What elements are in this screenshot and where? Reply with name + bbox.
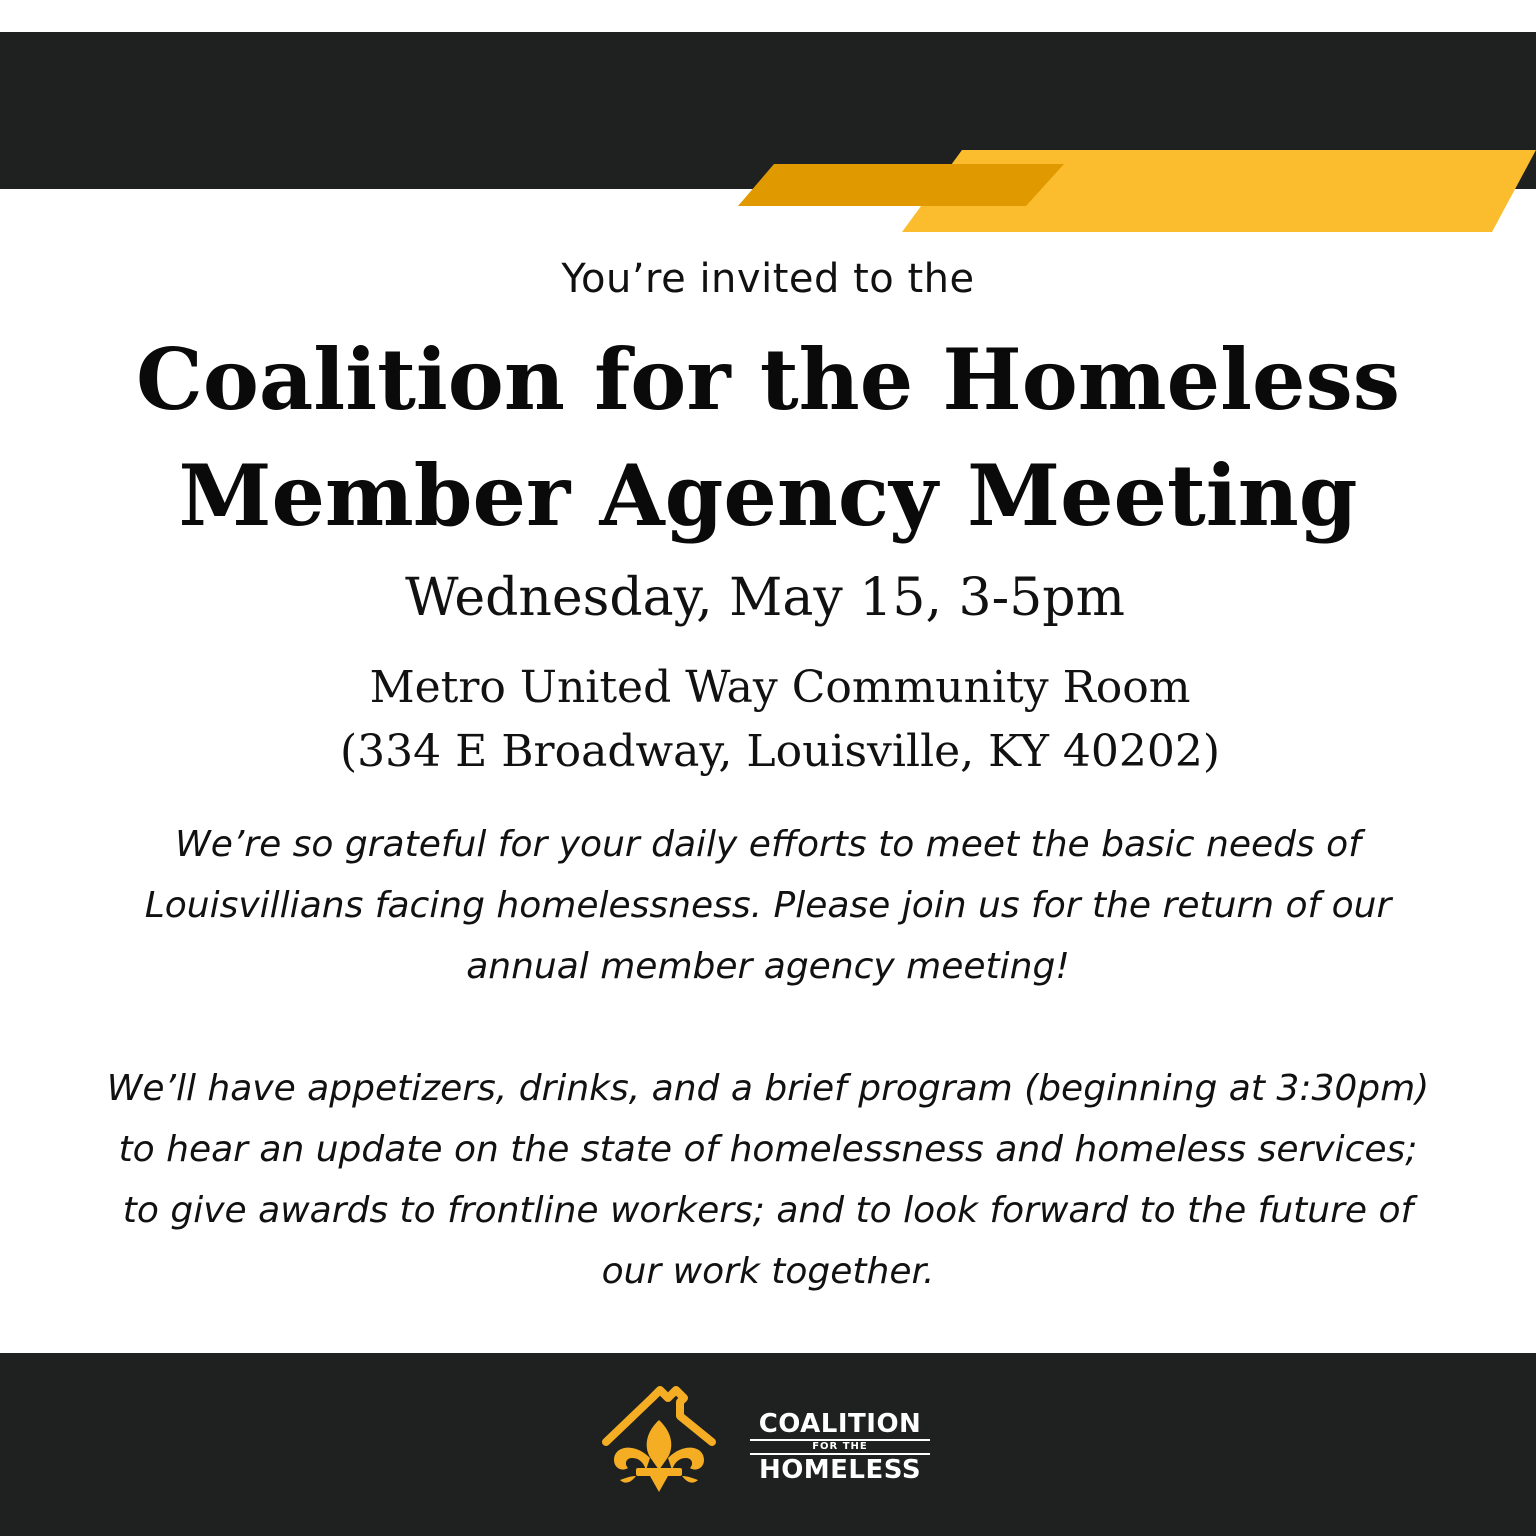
- logo-wordmark: [740, 1410, 940, 1484]
- event-location: [0, 656, 1536, 784]
- venue-address: (334 E Broadway, Louisville, KY 40202): [339, 726, 1221, 777]
- accent-stripe-dark: [738, 164, 1064, 206]
- logo-text-for-the: FOR THE: [750, 1439, 930, 1455]
- coalition-logo: [584, 1380, 944, 1500]
- house-fleur-de-lis-icon: [584, 1380, 734, 1495]
- venue-name: Metro United Way Community Room: [369, 662, 1191, 713]
- event-title: [0, 322, 1536, 554]
- body-paragraph-1: We’re so grateful for your daily efforts to meet the basic needs of Louisvillians facing homelessness. Please join us for the return of our annual member agency meeting!: [144, 824, 1392, 987]
- event-title-line1: Coalition for the Homeless: [135, 330, 1401, 429]
- logo-text-coalition: COALITION: [758, 1409, 922, 1439]
- accent-stripes: [0, 0, 1536, 240]
- event-title-line2: Member Agency Meeting: [178, 446, 1358, 545]
- body-paragraph-2: We’ll have appetizers, drinks, and a brief program (beginning at 3:30pm) to hear an update on the state of homelessness and homeless services; to give awards to frontline workers; and to look forward to the future of our work together.: [106, 1068, 1430, 1292]
- invite-intro: You’re invited to the: [561, 256, 975, 302]
- logo-text-homeless: HOMELESS: [758, 1455, 922, 1485]
- event-date-time: Wednesday, May 15, 3-5pm: [405, 568, 1125, 628]
